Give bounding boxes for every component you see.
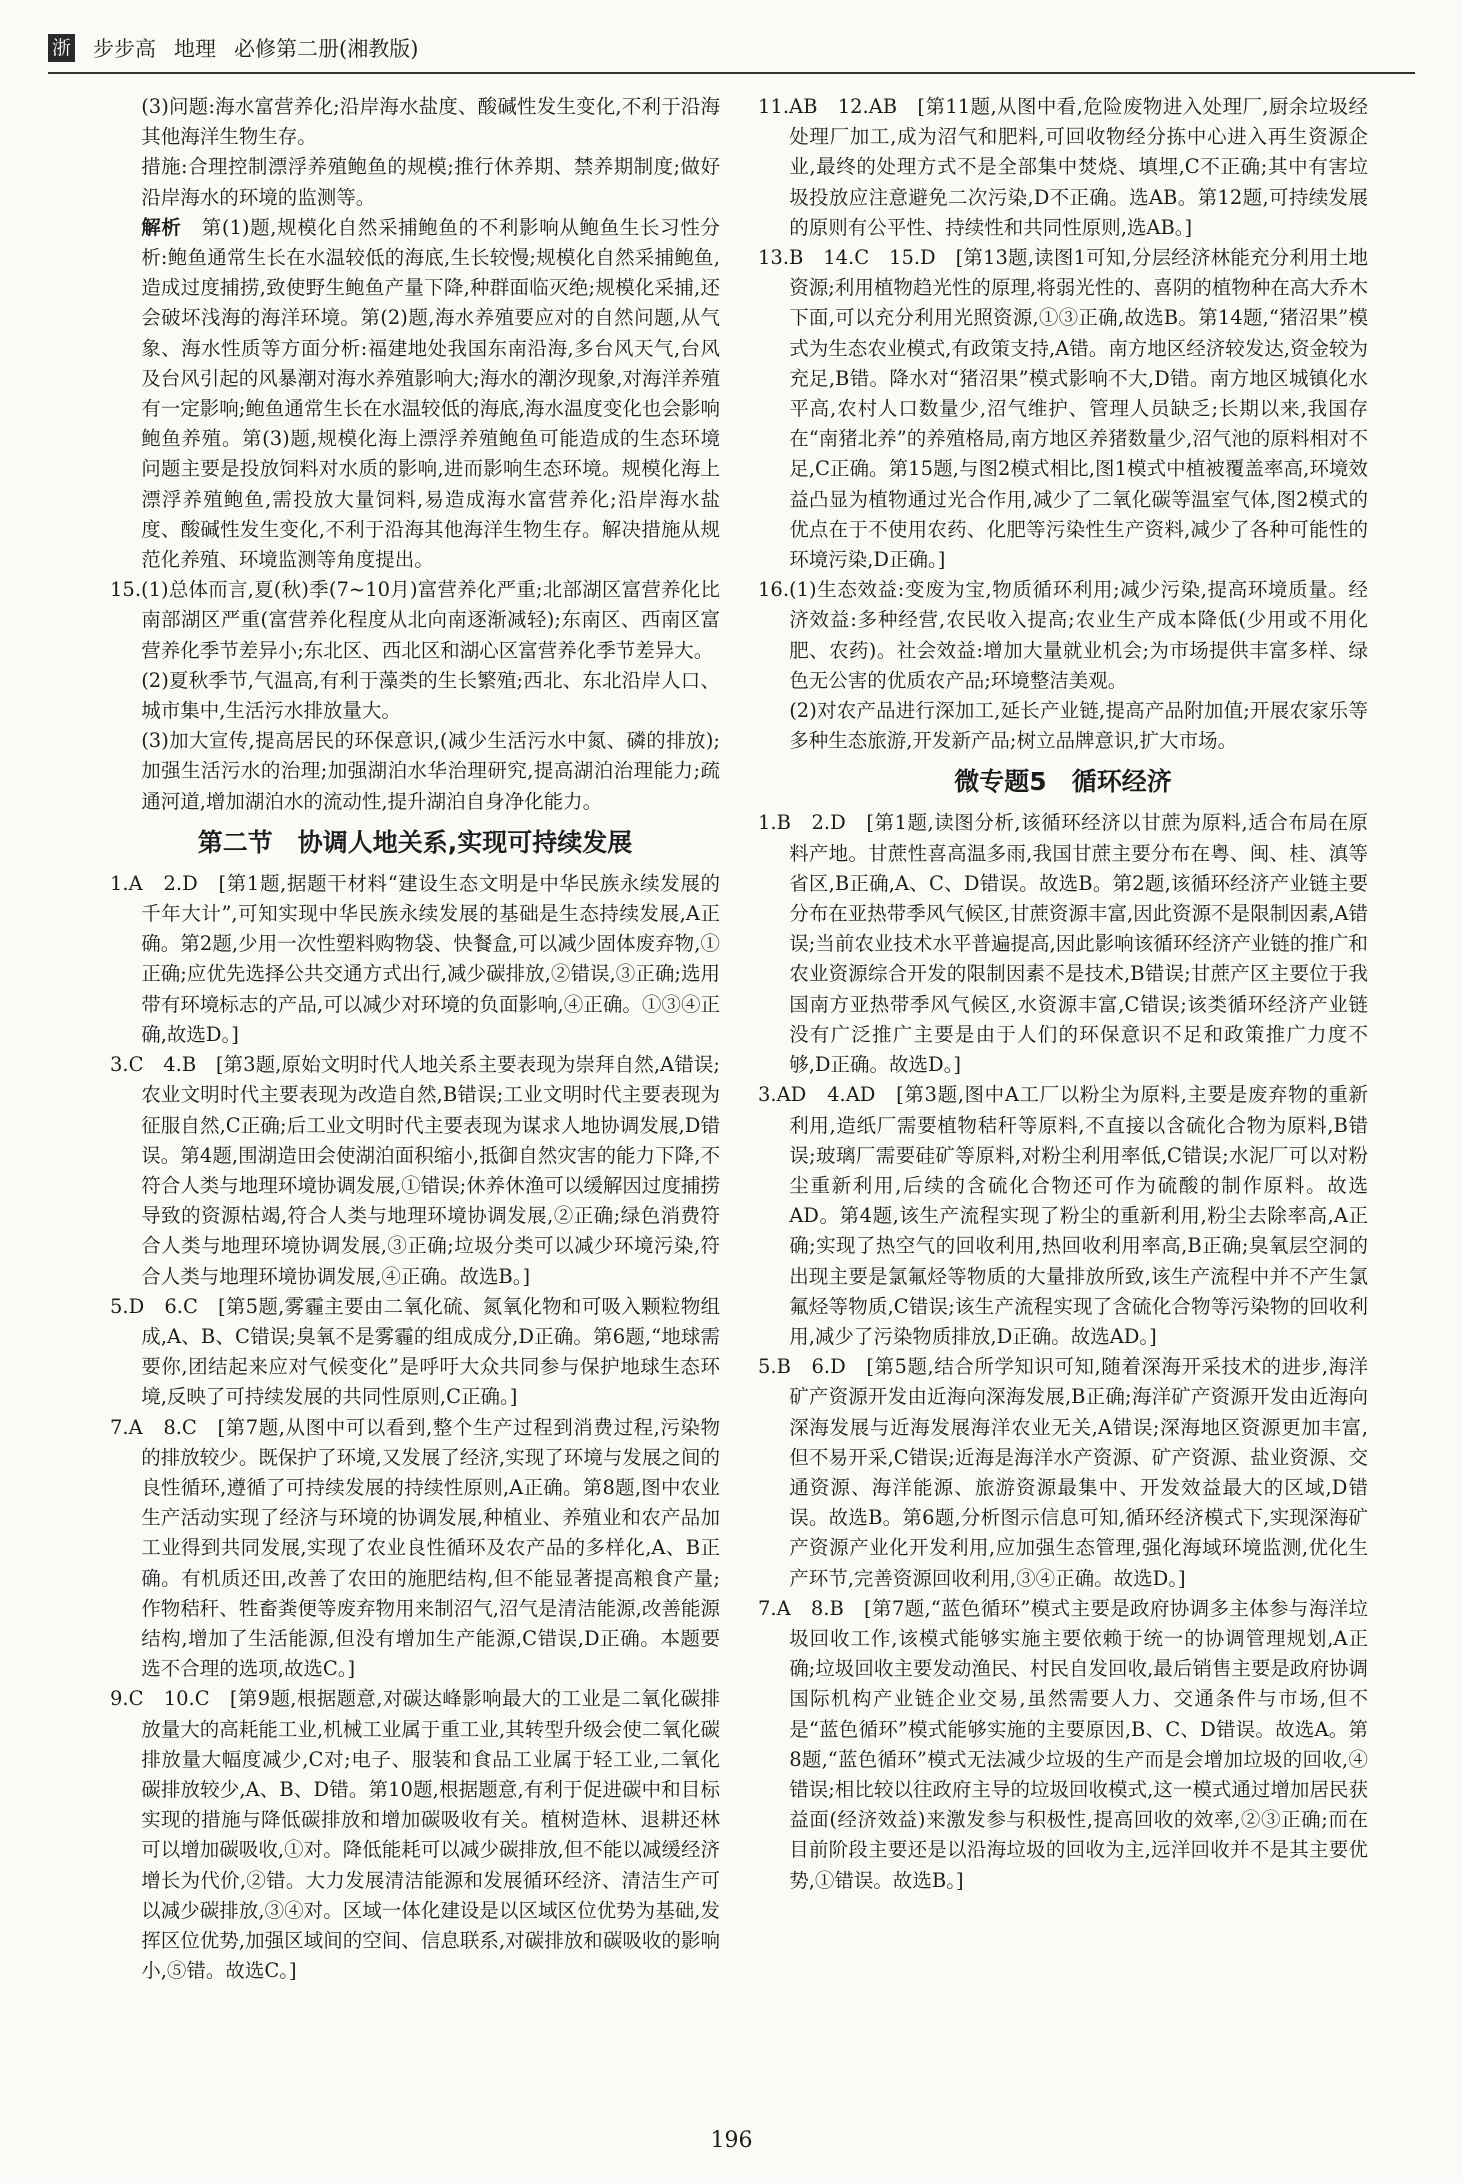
analysis-label: 解析 [141,215,182,239]
answer-item-5-6: 5.B 6.D [第5题,结合所学知识可知,随着深海开采技术的进步,海洋矿产资源开发由近海向深海发展,B正确;海洋矿产资源开发由近海向深海发展与近海发展海洋农业无关,A错误;深海地区资源更加丰富,但不易开采,C错误;近海是海洋水产资源、矿产资源、盐业资源、交通资源、海洋能源、旅游资源最集中、开发效益最大的区域,D错误。故选B。第6题,分析图示信息可知,循环经济模式下,实现深海矿产资源产业化开发利用,应加强生态管理,强化海域环境监测,优化生产环节,完善资源回收利用,③④正确。故选D。] [758,1355,1368,1590]
answer-item-13-15: 13.B 14.C 15.D [第13题,读图1可知,分层经济林能充分利用土地资源;利用植物趋光性的原理,将弱光性的、喜阴的植物种在高大乔木下面,可以充分利用光照资源,①③正确,故选B。第14题,“猪沼果”模式为生态农业模式,有政策支持,A错。南方地区经济较发达,资金较为充足,B错。降水对“猪沼果”模式影响不大,D错。南方地区城镇化水平高,农村人口数量少,沼气维护、管理人员缺乏;长期以来,我国存在“南猪北养”的养殖格局,南方地区养猪数量少,沼气池的原料相对不足,C正确。第15题,与图2模式相比,图1模式中植被覆盖率高,环境效益凸显为植物通过光合作用,减少了二氧化碳等温室气体,图2模式的优点在于不使用农药、化肥等污染性生产资料,减少了各种可能性的环境污染,D正确。] [758,246,1368,572]
answer-item-3-4: 3.AD 4.AD [第3题,图中A工厂以粉尘为原料,主要是废弃物的重新利用,造纸厂需要植物秸秆等原料,不直接以含硫化合物为原料,B错误;玻璃厂需要硅矿等原料,对粉尘利用率低,C错误;水泥厂可以对粉尘重新利用,后续的含硫化合物还可作为硫酸的制作原料。故选AD。第4题,该生产流程实现了粉尘的重新利用,粉尘去除率高,A正确;实现了热空气的回收利用,热回收利用率高,B正确;臭氧层空洞的出现主要是氯氟烃等物质的大量排放所致,该生产流程中并不产生氯氟烃等物质,C错误;该生产流程实现了含硫化合物等污染物的回收利用,减少了污染物质排放,D正确。故选AD。] [758,1083,1368,1348]
subject-label: 地理 [174,37,217,61]
page-number: 196 [710,2128,753,2153]
answer-item-16: 16.(1)生态效益:变废为宝,物质循环利用;减少污染,提高环境质量。经济效益:多种经营,农民收入提高;农业生产成本降低(少用或不用化肥、农药)。社会效益:增加大量就业机会;为市场提供丰富多样、绿色无公害的优质农产品;环境整洁美观。 [758,578,1368,692]
answer-item-15: 15.(1)总体而言,夏(秋)季(7~10月)富营养化严重;北部湖区富营养化比南部湖区严重(富营养化程度从北向南逐渐减轻);东南区、西南区富营养化季节差异小;东北区、西北区和湖心区富营养化季节差异大。 [110,578,720,662]
answer-paragraph: (3)问题:海水富营养化;沿岸海水盐度、酸碱性发生变化,不利于沿海其他海洋生物生存。 [141,95,720,149]
answer-item-9-10: 9.C 10.C [第9题,根据题意,对碳达峰影响最大的工业是二氧化碳排放量大的高耗能工业,机械工业属于重工业,其转型升级会使二氧化碳排放量大幅度减少,C对;电子、服装和食品工业属于轻工业,二氧化碳排放较少,A、B、D错。第10题,根据题意,有利于促进碳中和目标实现的措施与降低碳排放和增加碳吸收有关。植树造林、退耕还林可以增加碳吸收,①对。降低能耗可以减少碳排放,但不能以减缓经济增长为代价,②错。大力发展清洁能源和发展循环经济、清洁生产可以减少碳排放,③④对。区域一体化建设是以区域区位优势为基础,发挥区位优势,加强区域间的空间、信息联系,对碳排放和碳吸收的影响小,⑤错。故选C。] [110,1687,720,1983]
volume-label: 必修第二册(湘教版) [234,37,419,61]
answer-item-1-2: 1.A 2.D [第1题,据题干材料“建设生态文明是中华民族永续发展的千年大计”,可知实现中华民族永续发展的基础是生态持续发展,A正确。第2题,少用一次性塑料购物袋、快餐盒,可以减少固体废弃物,①正确;应优先选择公共交通方式出行,减少碳排放,②错误,③正确;选用带有环境标志的产品,可以减少对环境的负面影响,④正确。①③④正确,故选D。] [110,871,720,1046]
answer-item-7-8: 7.A 8.B [第7题,“蓝色循环”模式主要是政府协调多主体参与海洋垃圾回收工作,该模式能够实施主要依赖于统一的协调管理规划,A正确;垃圾回收主要发动渔民、村民自发回收,最后销售主要是政府协调国际机构产业链企业交易,虽然需要人力、交通条件与市场,但不是“蓝色循环”模式能够实施的主要原因,B、C、D错误。故选A。第8题,“蓝色循环”模式无法减少垃圾的生产而是会增加垃圾的回收,④错误;相比较以往政府主导的垃圾回收模式,这一模式通过增加居民获益面(经济效益)来激发参与积极性,提高回收的效率,②③正确;而在目前阶段主要还是以沿海垃圾的回收为主,远洋回收并不是其主要优势,①错误。故选B。] [758,1596,1368,1892]
running-header [48,28,436,68]
answer-paragraph: (3)加大宣传,提高居民的环保意识,(减少生活污水中氮、磷的排放);加强生活污水的治理;加强湖泊水华治理研究,提高湖泊治理能力;疏通河道,增加湖泊水的流动性,提升湖泊自身净化能力。 [141,729,720,813]
answer-paragraph: (2)夏秋季节,气温高,有利于藻类的生长繁殖;西北、东北沿岸人口、城市集中,生活污水排放量大。 [141,668,720,723]
analysis-text: 第(1)题,规模化自然采捕鲍鱼的不利影响从鲍鱼生长习性分析:鲍鱼通常生长在水温较低的海底,生长较慢;规模化自然采捕鲍鱼,造成过度捕捞,致使野生鲍鱼产量下降,种群面临灭绝;规模化采捕,还会破坏浅海的海洋环境。第(2)题,海水养殖要应对的自然问题,从气象、海水性质等方面分析:福建地处我国东南沿海,多台风天气,台风及台风引起的风暴潮对海水养殖影响大;海水的潮汐现象,对海洋养殖有一定影响;鲍鱼通常生长在水温较低的海底,海水温度变化也会影响鲍鱼养殖。第(3)题,规模化海上漂浮养殖鲍鱼可能造成的生态环境问题主要是投放饲料对水质的影响,进而影响生态环境。规模化海上漂浮养殖鲍鱼,需投放大量饲料,易造成海水富营养化;沿岸海水盐度、酸碱性发生变化,不利于沿海其他海洋生物生存。解决措施从规范化养殖、环境监测等角度提出。 [141,215,720,572]
left-column [110,92,720,1986]
answer-paragraph: (2)对农产品进行深加工,延长产业链,提高产品附加值;开展农家乐等多种生态旅游,开发新产品;树立品牌意识,扩大市场。 [789,699,1368,753]
header-rule [48,72,1415,74]
answer-item-11-12: 11.AB 12.AB [第11题,从图中看,危险废物进入处理厂,厨余垃圾经处理厂加工,成为沼气和肥料,可回收物经分拣中心进入再生资源企业,最终的处理方式不是全部集中焚烧、填埋,C不正确;其中有害垃圾投放应注意避免二次污染,D不正确。选AB。第12题,可持续发展的原则有公平性、持续性和共同性原则,选AB。] [758,95,1368,239]
book-title: 步步高 [93,37,157,61]
answer-paragraph: 措施:合理控制漂浮养殖鲍鱼的规模;推行休养期、禁养期制度;做好沿岸海水的环境的监测等。 [141,155,720,209]
answer-item-5-6: 5.D 6.C [第5题,雾霾主要由二氧化硫、氮氧化物和可吸入颗粒物组成,A、B、C错误;臭氧不是雾霾的组成成分,D正确。第6题,“地球需要你,团结起来应对气候变化”是呼吁大众共同参与保护地球生态环境,反映了可持续发展的共同性原则,C正确。] [110,1294,720,1409]
answer-item-1-2: 1.B 2.D [第1题,读图分析,该循环经济以甘蔗为原料,适合布局在原料产地。甘蔗性喜高温多雨,我国甘蔗主要分布在粤、闽、桂、滇等省区,B正确,A、C、D错误。故选B。第2题,该循环经济产业链主要分布在亚热带季风气候区,甘蔗资源丰富,因此资源不是限制因素,A错误;当前农业技术水平普遍提高,因此影响该循环经济产业链的推广和农业资源综合开发的限制因素不是技术,B错误;甘蔗产区主要位于我国南方亚热带季风气候区,水资源丰富,C错误;该类循环经济产业链没有广泛推广主要是由于人们的环保意识不足和政策推广力度不够,D正确。故选D。] [758,811,1368,1077]
province-badge: 浙 [48,34,75,62]
analysis-paragraph [110,213,720,575]
right-column [758,92,1368,1896]
answer-item-7-8: 7.A 8.C [第7题,从图中可以看到,整个生产过程到消费过程,污染物的排放较少。既保护了环境,又发展了经济,实现了环境与发展之间的良性循环,遵循了可持续发展的持续性原则,A正确。第8题,图中农业生产活动实现了经济与环境的协调发展,种植业、养殖业和农产品加工业得到共同发展,实现了农业良性循环及农产品的多样化,A、B正确。有机质还田,改善了农田的施肥结构,但不能显著提高粮食产量;作物秸秆、牲畜粪便等废弃物用来制沼气,沼气是清洁能源,改善能源结构,增加了生活能源,但没有增加生产能源,C错误,D正确。本题要选不合理的选项,故选C。] [110,1415,720,1681]
section-heading: 第二节 协调人地关系,实现可持续发展 [197,827,633,857]
section-heading: 微专题5 循环经济 [954,767,1172,797]
answer-item-3-4: 3.C 4.B [第3题,原始文明时代人地关系主要表现为崇拜自然,A错误;农业文明时代主要表现为改造自然,B错误;工业文明时代主要表现为征服自然,C正确;后工业文明时代主要表现为谋求人地协调发展,D错误。第4题,围湖造田会使湖泊面积缩小,抵御自然灾害的能力下降,不符合人类与地理环境协调发展,①错误;休养休渔可以缓解因过度捕捞导致的资源枯竭,符合人类与地理环境协调发展,②正确;绿色消费符合人类与地理环境协调发展,③正确;垃圾分类可以减少环境污染,符合人类与地理环境协调发展,④正确。故选B。] [110,1053,720,1288]
